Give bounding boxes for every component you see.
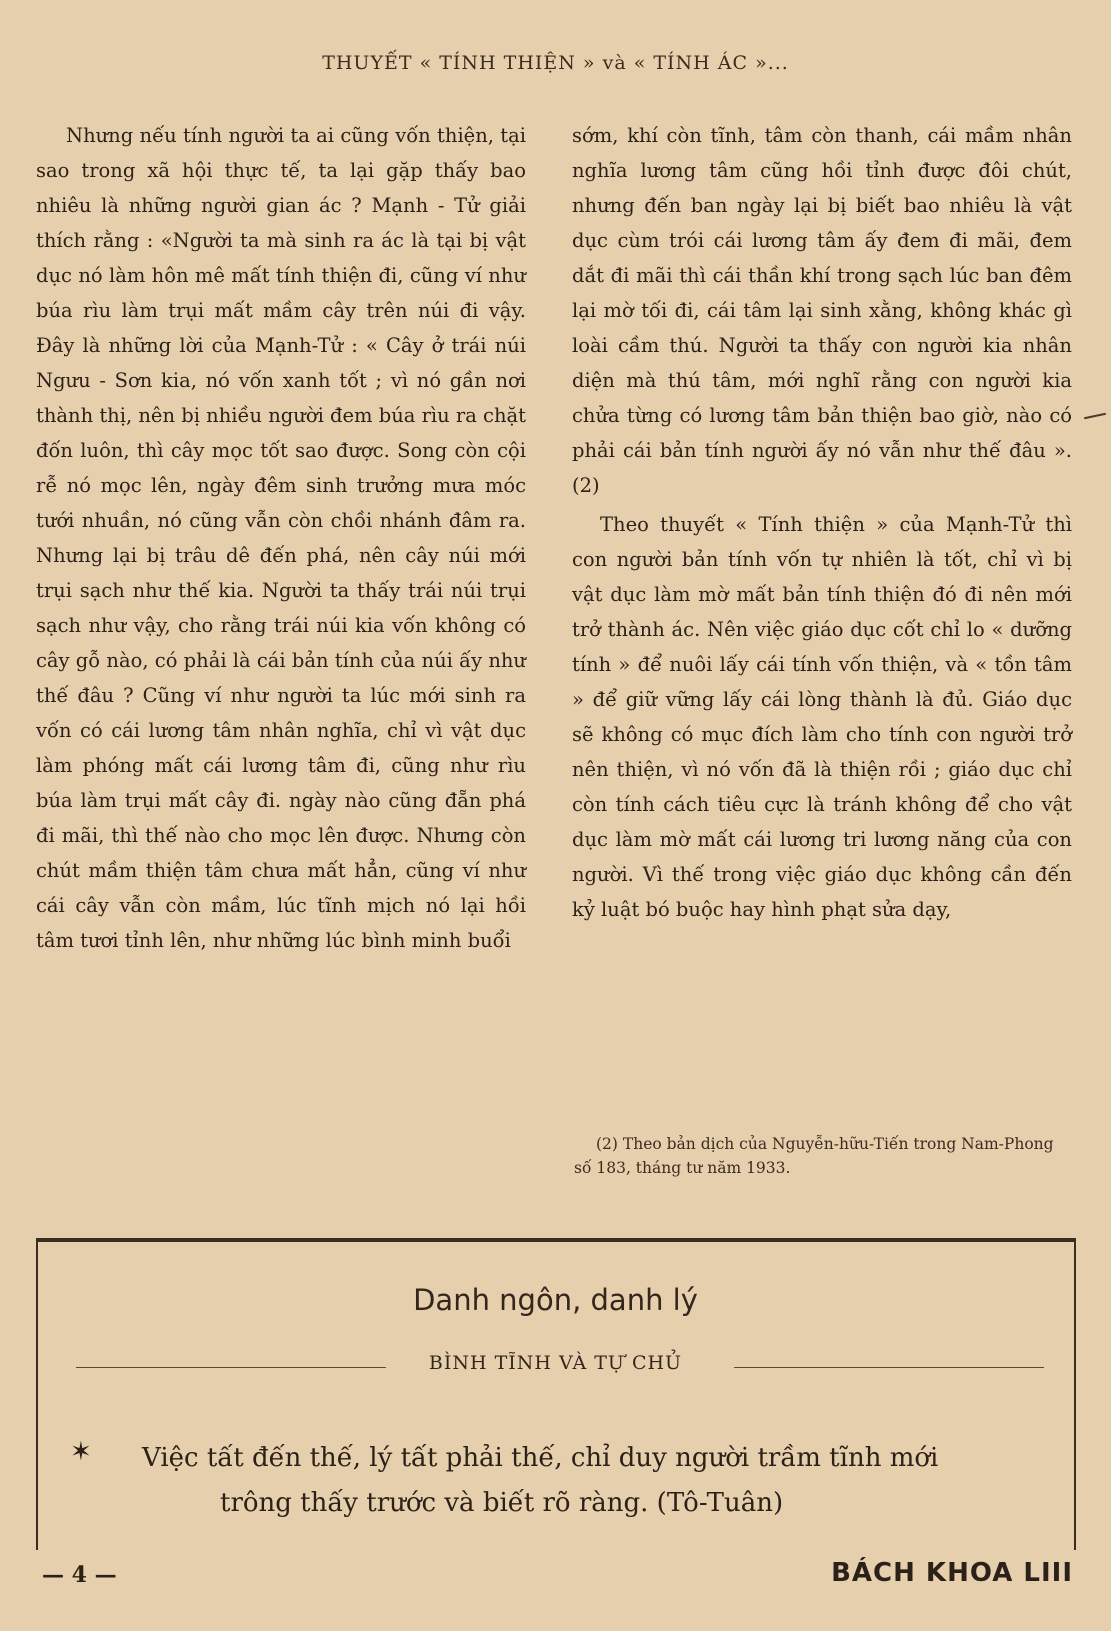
footnote: (2) Theo bản dịch của Nguyễn-hữu-Tiến trong Nam-Phong số 183, tháng tư năm 1933.	[574, 1135, 1054, 1177]
quote-line-1: Việc tất đến thế, lý tất phải thế, chỉ duy người trầm tĩnh mới	[142, 1443, 939, 1473]
right-column	[572, 118, 1072, 927]
margin-mark	[1084, 413, 1106, 420]
page-number: — 4 —	[42, 1562, 117, 1588]
right-paragraph-2: Theo thuyết « Tính thiện » của Mạnh-Tử thì con người bản tính vốn tự nhiên là tốt, chỉ vì bị vật dục làm mờ mất bản tính thiện đó đi nên mới trở thành ác. Nên việc giáo dục cốt chỉ lo « dưỡng tính » để nuôi lấy cái tính vốn thiện, và « tồn tâm » để giữ vững lấy cái lòng thành là đủ. Giáo dục sẽ không có mục đích làm cho tính con người trở nên thiện, vì nó vốn đã là thiện rồi ; giáo dục chỉ còn tính cách tiêu cực là tránh không để cho vật dục làm mờ mất cái lương tri lương năng của con người. Vì thế trong việc giáo dục không cần đến kỷ luật bó buộc hay hình phạt sửa dạy,	[572, 513, 1072, 921]
box-title: Danh ngôn, danh lý	[413, 1283, 698, 1317]
right-paragraph-1: sớm, khí còn tĩnh, tâm còn thanh, cái mầm nhân nghĩa lương tâm cũng hồi tỉnh được đôi chút, nhưng đến ban ngày lại bị biết bao nhiêu là vật dục cùm trói cái lương tâm ấy đem đi mãi, đem dắt đi mãi thì cái thần khí trong sạch lúc ban đêm lại mờ tối đi, cái tâm lại sinh xằng, không khác gì loài cầm thú. Người ta thấy con người kia nhân diện mà thú tâm, mới nghĩ rằng con người kia chửa từng có lương tâm bản thiện bao giờ, nào có phải cái bản tính người ấy nó vẫn như thế đâu ». (2)	[572, 124, 1072, 497]
magazine-name: BÁCH KHOA LIII	[831, 1558, 1073, 1588]
running-head: THUYẾT « TÍNH THIỆN » và « TÍNH ÁC »...	[322, 52, 789, 74]
star-icon: ✶	[70, 1437, 92, 1467]
subhead-rule-right	[734, 1367, 1044, 1368]
box-top-border	[36, 1238, 1076, 1242]
left-column	[36, 118, 526, 958]
box-subhead: BÌNH TĨNH VÀ TỰ CHỦ	[428, 1352, 683, 1374]
left-paragraph-1: Nhưng nếu tính người ta ai cũng vốn thiện, tại sao trong xã hội thực tế, ta lại gặp thấy bao nhiêu là những người gian ác ? Mạnh - Tử giải thích rằng : «Người ta mà sinh ra ác là tại bị vật dục nó làm hôn mê mất tính thiện đi, cũng ví như búa rìu làm trụi mất mầm cây trên núi đi vậy. Đây là những lời của Mạnh-Tử : « Cây ở trái núi Ngưu - Sơn kia, nó vốn xanh tốt ; vì nó gần nơi thành thị, nên bị nhiều người đem búa rìu ra chặt đốn luôn, thì cây mọc tốt sao được. Song còn cội rễ nó mọc lên, ngày đêm sinh trưởng mưa móc tưới nhuần, nó cũng vẫn còn chồi nhánh đâm ra. Nhưng lại bị trâu dê đến phá, nên cây núi mới trụi sạch như thế kia. Người ta thấy trái núi trụi sạch như vậy, cho rằng trái núi kia vốn không có cây gỗ nào, có phải là cái bản tính của núi ấy như thế đâu ? Cũng ví như người ta lúc mới sinh ra vốn có cái lương tâm nhân nghĩa, chỉ vì vật dục làm phóng mất cái lương tâm đi, cũng như rìu búa làm trụi mất cây đi. ngày nào cũng đẵn phá đi mãi, thì thế nào cho mọc lên được. Nhưng còn chút mầm thiện tâm chưa mất hẳn, cũng ví như cái cây vẫn còn mầm, lúc tĩnh mịch nó lại hồi tâm tươi tỉnh lên, như những lúc bình minh buổi	[36, 124, 527, 952]
quote	[142, 1436, 1066, 1526]
quote-line-2: trông thấy trước và biết rõ ràng. (Tô-Tuân)	[220, 1488, 784, 1518]
